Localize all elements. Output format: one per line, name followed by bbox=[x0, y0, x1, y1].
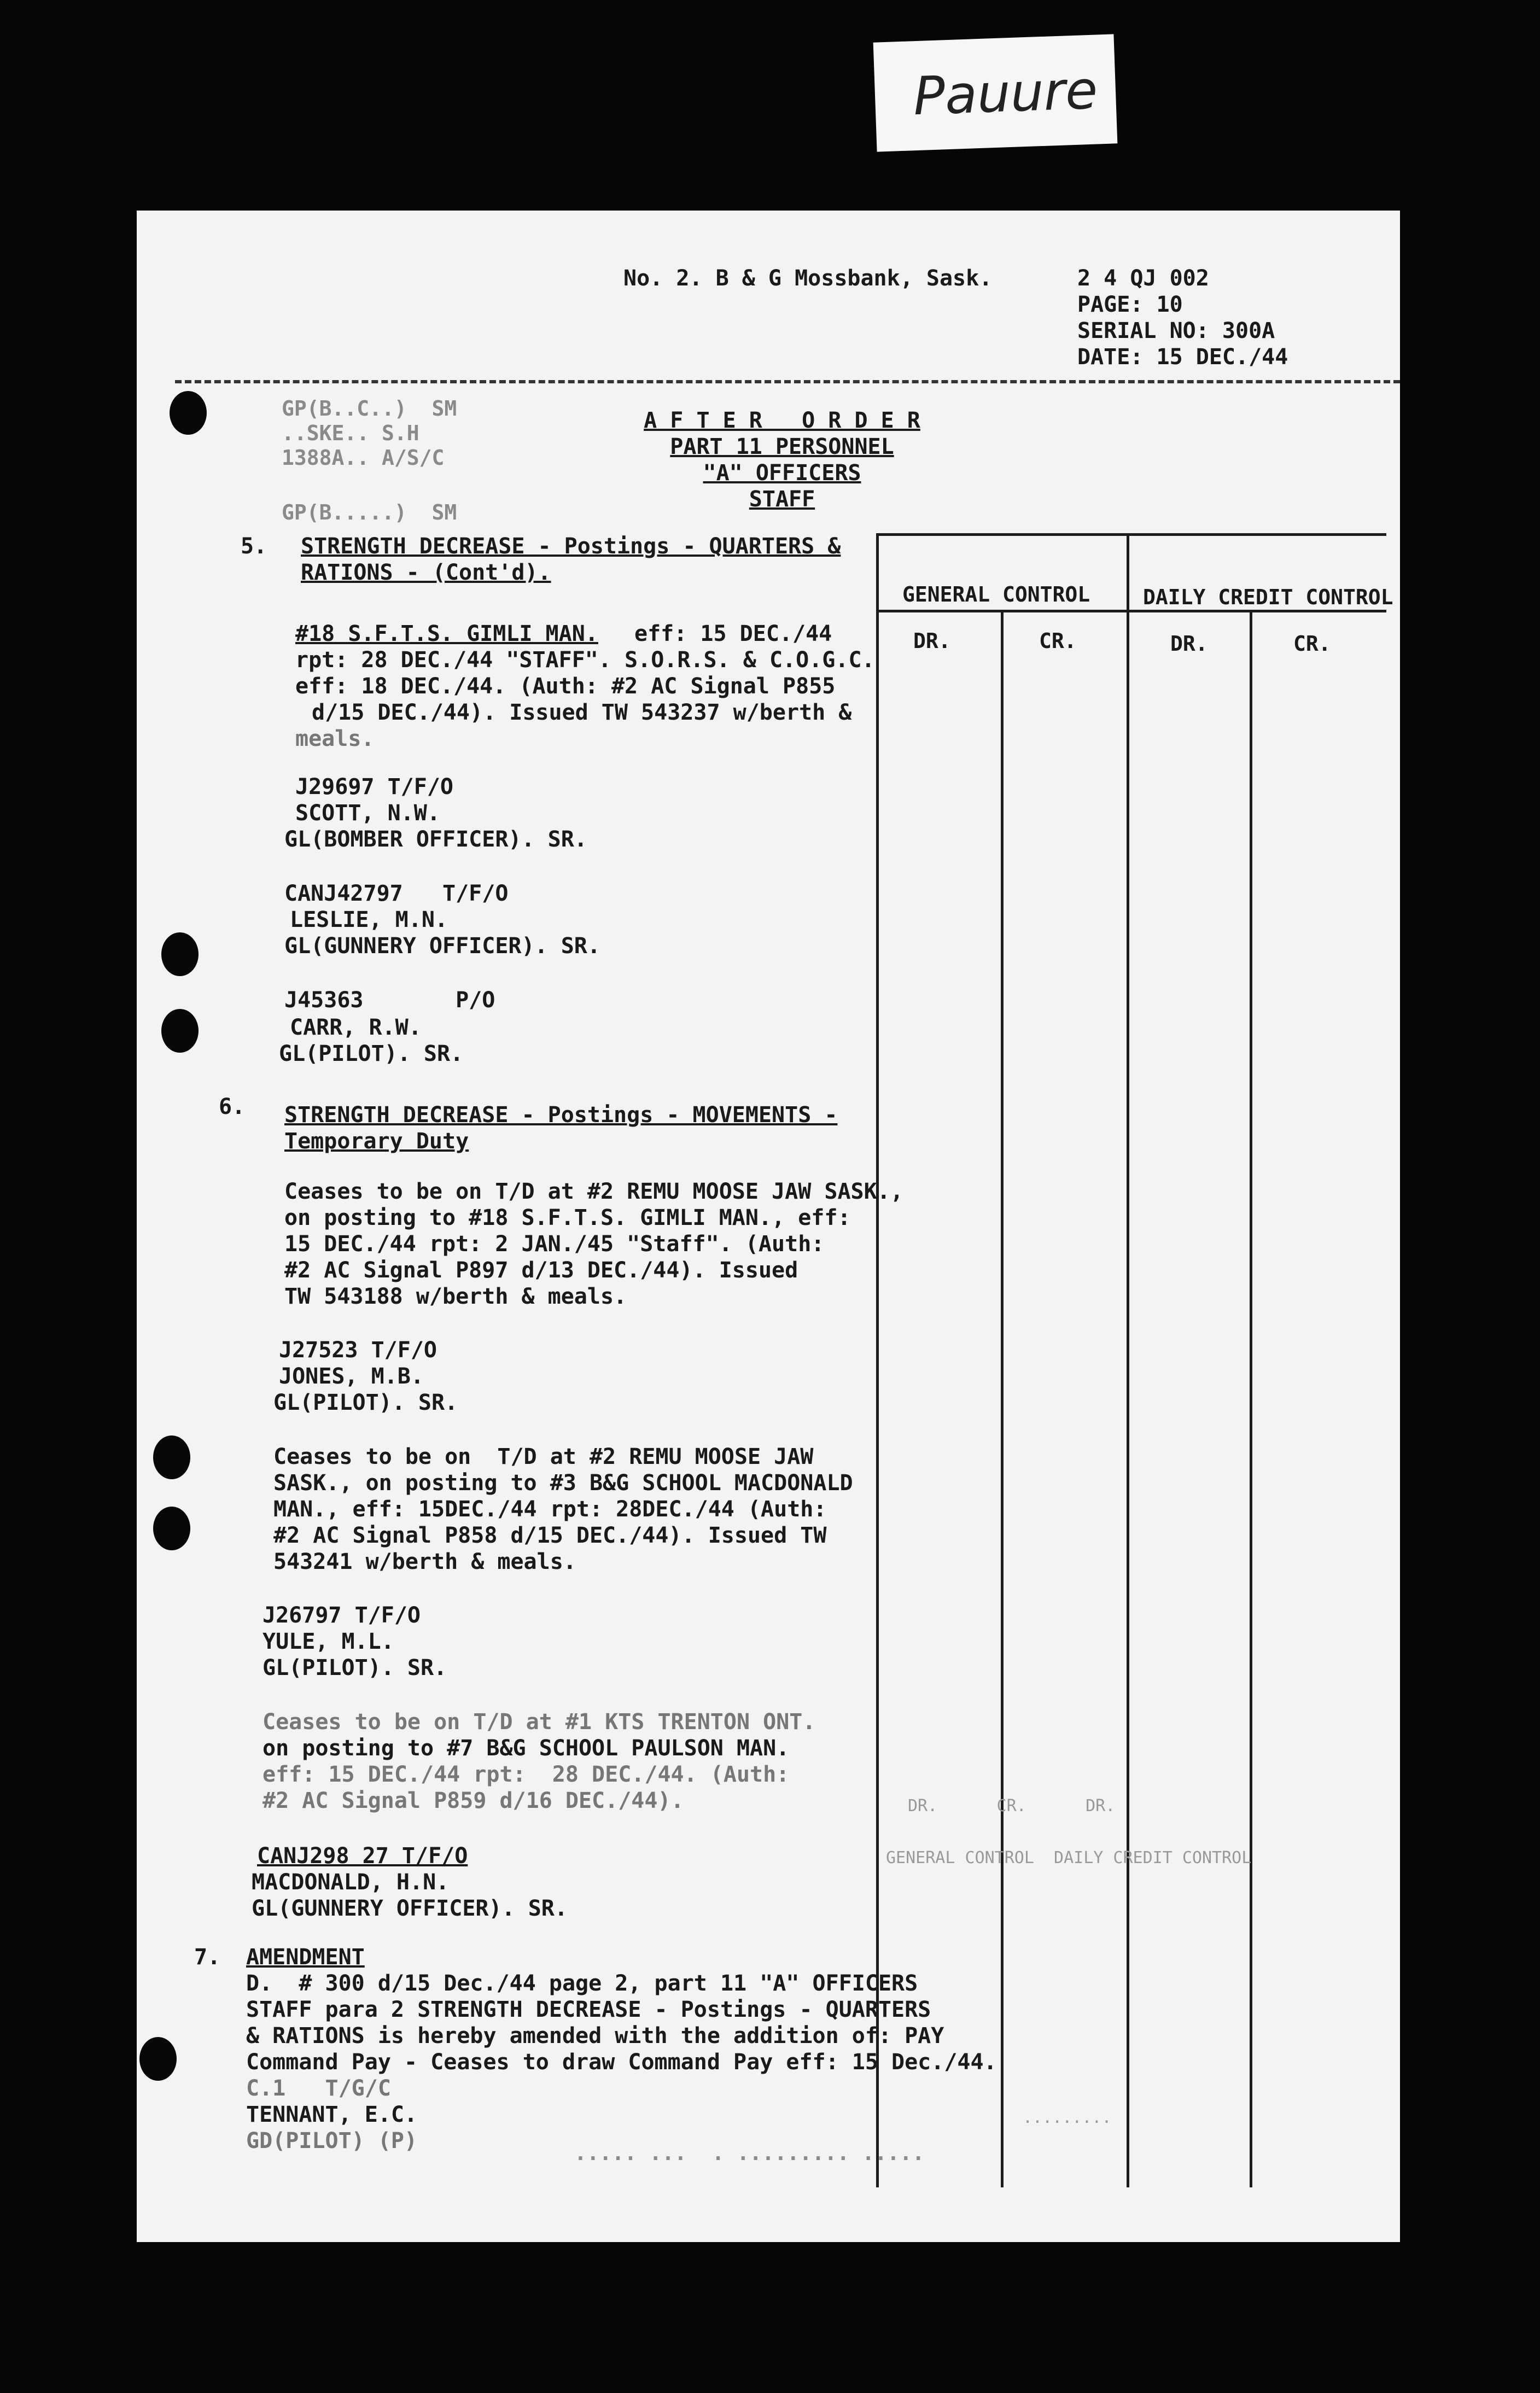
debit-column-heading: DR. bbox=[913, 629, 951, 653]
posting-detail: TW 543188 w/berth & meals. bbox=[284, 1284, 627, 1309]
officer-name: JONES, M.B. bbox=[279, 1364, 424, 1389]
section-heading: AMENDMENT bbox=[246, 1945, 365, 1970]
ledger-column-rule bbox=[1001, 610, 1004, 2187]
credit-column-heading: CR. bbox=[1293, 632, 1331, 656]
bleed-through-text: DR. CR. DR. bbox=[908, 1796, 1116, 1816]
officer-service-number: J26797 T/F/O bbox=[262, 1603, 421, 1628]
general-control-heading: GENERAL CONTROL bbox=[902, 582, 1090, 606]
archive-label-slip bbox=[873, 34, 1118, 151]
section-number: 7. bbox=[194, 1945, 221, 1970]
officer-service-number: J45363 P/O bbox=[284, 988, 495, 1013]
bleed-through-text: ..... ... . ......... ..... bbox=[574, 2141, 925, 2165]
section-heading: Temporary Duty bbox=[284, 1129, 469, 1154]
section-heading: STRENGTH DECREASE - Postings - MOVEMENTS - bbox=[284, 1102, 838, 1128]
posting-detail: #2 AC Signal P859 d/16 DEC./44). bbox=[262, 1788, 684, 1813]
amendment-detail: & RATIONS is hereby amended with the addition of: PAY bbox=[246, 2023, 944, 2048]
officer-name: YULE, M.L. bbox=[262, 1629, 394, 1654]
posting-detail: Ceases to be on T/D at #2 REMU MOOSE JAW SASK., bbox=[284, 1179, 903, 1204]
ledger-column-rule bbox=[1127, 533, 1129, 2187]
bleed-through-text: 1388A.. A/S/C bbox=[282, 446, 445, 470]
daily-credit-control-heading: DAILY CREDIT CONTROL bbox=[1143, 585, 1393, 609]
order-title: A F T E R O R D E R bbox=[644, 408, 920, 433]
officer-role: GL(BOMBER OFFICER). SR. bbox=[284, 827, 587, 852]
posting-detail: d/15 DEC./44). Issued TW 543237 w/berth & bbox=[312, 700, 852, 725]
perforation-divider bbox=[175, 380, 1400, 383]
posting-detail: eff: 15 DEC./44 rpt: 28 DEC./44. (Auth: bbox=[262, 1762, 790, 1787]
bleed-through-text: ......... bbox=[1023, 2108, 1112, 2127]
bleed-through-text: GENERAL CONTROL DAILY CREDIT CONTROL bbox=[886, 1848, 1252, 1867]
document-page bbox=[137, 211, 1400, 2242]
section-heading: RATIONS - (Cont'd). bbox=[301, 560, 551, 585]
unit-name: No. 2. B & G Mossbank, Sask. bbox=[623, 266, 993, 291]
section-number: 6. bbox=[219, 1094, 246, 1119]
officer-service-number: C.1 T/G/C bbox=[246, 2076, 391, 2101]
posting-detail: on posting to #7 B&G SCHOOL PAULSON MAN. bbox=[262, 1736, 790, 1761]
officer-service-number: J29697 T/F/O bbox=[295, 774, 453, 799]
posting-detail: Ceases to be on T/D at #2 REMU MOOSE JAW bbox=[273, 1444, 814, 1469]
posting-detail: #2 AC Signal P858 d/15 DEC./44). Issued TW bbox=[273, 1523, 827, 1548]
order-category: "A" OFFICERS bbox=[703, 460, 861, 486]
order-part: PART 11 PERSONNEL bbox=[670, 434, 894, 459]
amendment-detail: D. # 300 d/15 Dec./44 page 2, part 11 "A" OFFICERS bbox=[246, 1971, 918, 1996]
order-code: 2 4 QJ 002 bbox=[1077, 266, 1209, 291]
section-number: 5. bbox=[241, 534, 267, 559]
posting-detail: meals. bbox=[295, 726, 375, 751]
serial-number: SERIAL NO: 300A bbox=[1077, 318, 1275, 343]
posting-detail: on posting to #18 S.F.T.S. GIMLI MAN., eff: bbox=[284, 1205, 851, 1230]
officer-service-number: CANJ298 27 T/F/O bbox=[257, 1843, 468, 1869]
officer-name: MACDONALD, H.N. bbox=[252, 1870, 450, 1895]
posting-detail: 15 DEC./44 rpt: 2 JAN./45 "Staff". (Auth: bbox=[284, 1231, 825, 1257]
officer-role: GL(GUNNERY OFFICER). SR. bbox=[284, 933, 600, 959]
posting-detail: SASK., on posting to #3 B&G SCHOOL MACDONALD bbox=[273, 1470, 853, 1496]
punch-hole-icon bbox=[161, 932, 199, 976]
page-number: PAGE: 10 bbox=[1077, 292, 1183, 317]
officer-name: TENNANT, E.C. bbox=[246, 2102, 418, 2127]
ledger-column-rule bbox=[1250, 610, 1252, 2187]
punch-hole-icon bbox=[139, 2037, 177, 2081]
posting-detail: 543241 w/berth & meals. bbox=[273, 1549, 576, 1574]
officer-role: GL(GUNNERY OFFICER). SR. bbox=[252, 1896, 568, 1921]
officer-service-number: J27523 T/F/O bbox=[279, 1338, 437, 1363]
officer-name: SCOTT, N.W. bbox=[295, 801, 440, 826]
posting-detail: Ceases to be on T/D at #1 KTS TRENTON ONT. bbox=[262, 1709, 816, 1735]
posting-detail: eff: 18 DEC./44. (Auth: #2 AC Signal P855 bbox=[295, 674, 836, 699]
posting-detail: MAN., eff: 15DEC./44 rpt: 28DEC./44 (Auth: bbox=[273, 1497, 827, 1522]
ledger-top-rule bbox=[878, 533, 1386, 536]
posting-detail: #2 AC Signal P897 d/13 DEC./44). Issued bbox=[284, 1258, 798, 1283]
order-date: DATE: 15 DEC./44 bbox=[1077, 345, 1288, 370]
punch-hole-icon bbox=[161, 1009, 199, 1053]
bleed-through-text: GP(B.....) SM bbox=[282, 500, 457, 524]
officer-name: CARR, R.W. bbox=[290, 1015, 422, 1040]
ledger-column-rule bbox=[876, 533, 879, 2187]
amendment-detail: STAFF para 2 STRENGTH DECREASE - Postings - QUARTERS bbox=[246, 1997, 931, 2022]
officer-role: GD(PILOT) (P) bbox=[246, 2128, 418, 2153]
ledger-header-rule bbox=[878, 610, 1386, 612]
bleed-through-text: ..SKE.. S.H bbox=[282, 421, 419, 445]
amendment-detail: Command Pay - Ceases to draw Command Pay eff: 15 Dec./44. bbox=[246, 2050, 997, 2075]
officer-role: GL(PILOT). SR. bbox=[279, 1041, 464, 1066]
officer-service-number: CANJ42797 T/F/O bbox=[284, 881, 509, 906]
officer-role: GL(PILOT). SR. bbox=[273, 1390, 458, 1415]
handwritten-label: Pauure bbox=[912, 59, 1099, 127]
bleed-through-text: GP(B..C..) SM bbox=[282, 396, 457, 421]
credit-column-heading: CR. bbox=[1039, 629, 1077, 653]
officer-name: LESLIE, M.N. bbox=[290, 907, 448, 932]
debit-column-heading: DR. bbox=[1170, 632, 1208, 656]
punch-hole-icon bbox=[170, 391, 207, 435]
punch-hole-icon bbox=[153, 1507, 190, 1550]
posting-detail: rpt: 28 DEC./44 "STAFF". S.O.R.S. & C.O.G.C. bbox=[295, 647, 875, 673]
punch-hole-icon bbox=[153, 1435, 190, 1479]
section-heading: STRENGTH DECREASE - Postings - QUARTERS & bbox=[301, 534, 841, 559]
posting-effective-date: eff: 15 DEC./44 bbox=[634, 621, 832, 646]
order-subcategory: STAFF bbox=[749, 487, 815, 512]
officer-role: GL(PILOT). SR. bbox=[262, 1655, 447, 1680]
posting-unit: #18 S.F.T.S. GIMLI MAN. bbox=[295, 621, 598, 646]
